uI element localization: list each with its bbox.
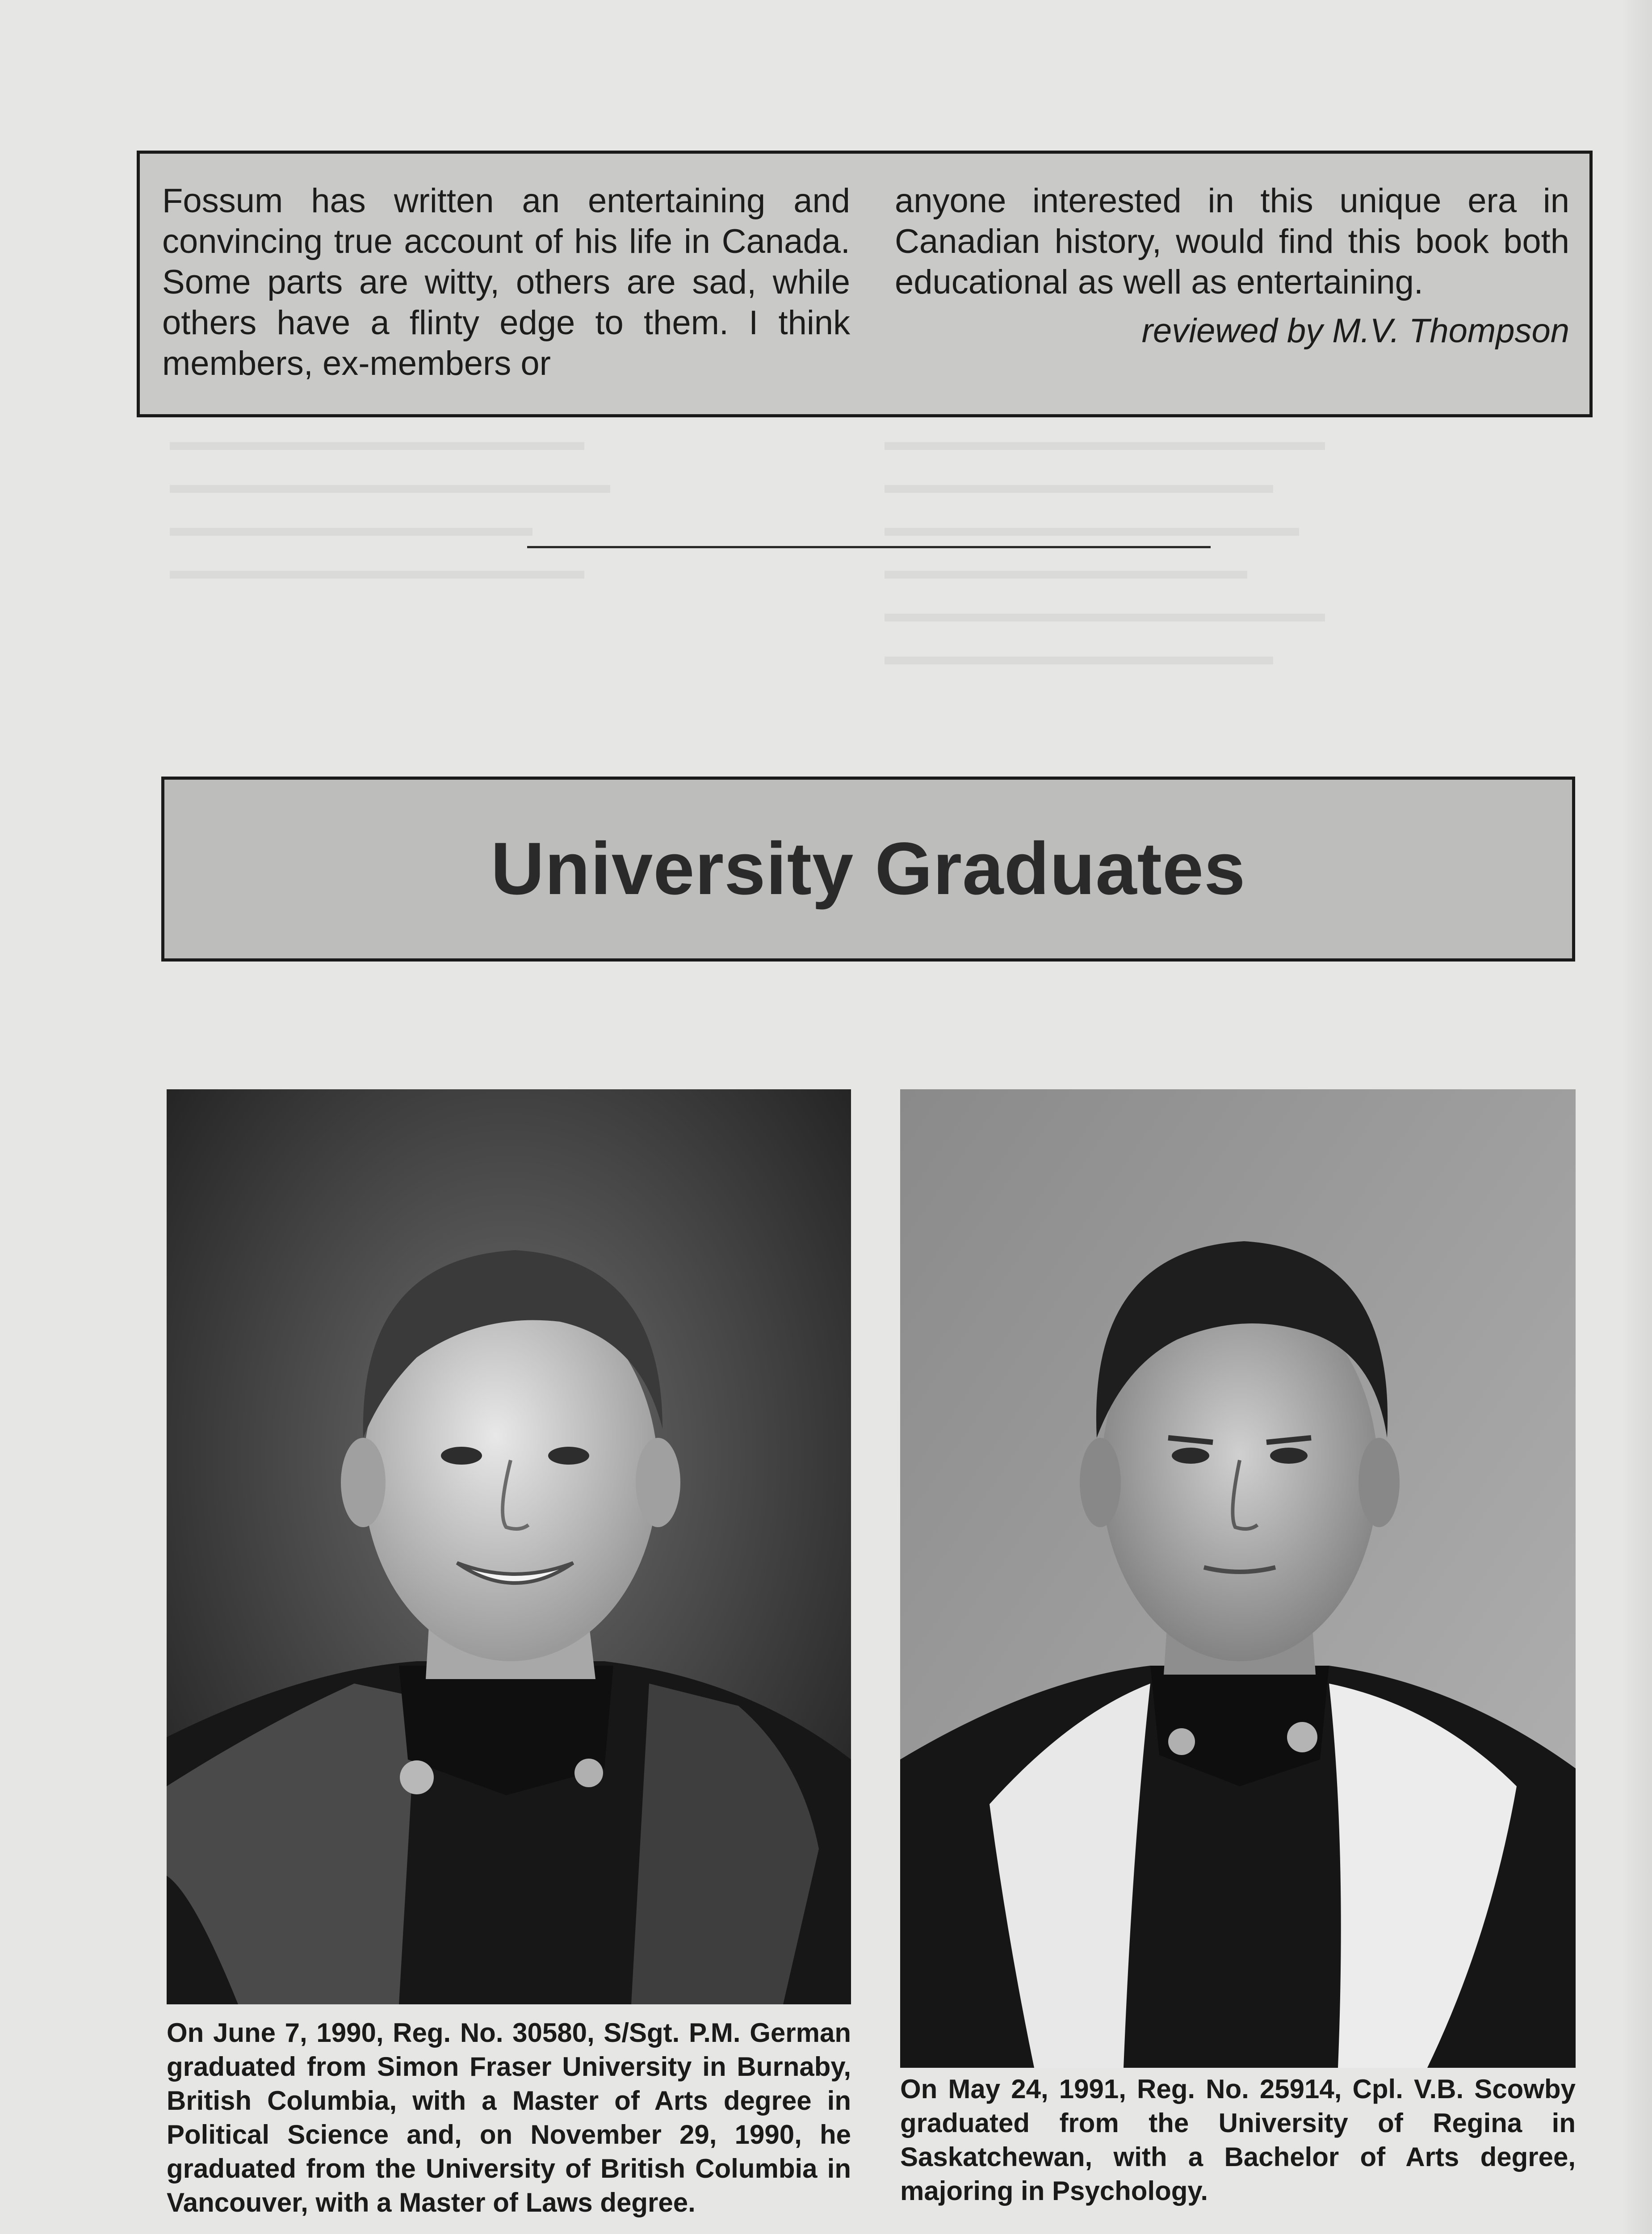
section-title-box: [161, 777, 1575, 962]
graduate-caption-german: On June 7, 1990, Reg. No. 30580, S/Sgt. P.M. German graduated from Simon Fraser University in Burnaby, British Columbia, with a Master of Arts degree in Political Science and, on November 29, 1990, he graduated from the University of British Columbia in Vancouver, with a Master of Laws degree.: [167, 2018, 851, 2217]
graduate-photo-german: [167, 1089, 851, 2004]
review-text-left: Fossum has written an entertaining and convincing true account of his life in Canada. Some parts are witty, others are sad, while others have a flinty edge to them. I think members, ex-members or: [162, 182, 850, 382]
show-through-texture-left: ▬▬▬▬▬▬▬▬▬▬▬▬▬▬▬▬ ▬▬▬▬▬▬▬▬▬▬▬▬▬▬▬▬▬ ▬▬▬▬▬▬▬▬▬▬▬▬▬▬ ▬▬▬▬▬▬▬▬▬▬▬▬▬▬▬▬: [170, 427, 610, 584]
graduate-photo-scowby: [900, 1089, 1576, 2068]
page-edge-shadow: [1621, 0, 1652, 2234]
show-through-texture: ▬▬▬▬▬▬▬▬▬▬▬▬▬▬▬▬▬ ▬▬▬▬▬▬▬▬▬▬▬▬▬▬▬ ▬▬▬▬▬▬▬▬▬▬▬▬▬▬▬▬ ▬▬▬▬▬▬▬▬▬▬▬▬▬▬ ▬▬▬▬▬▬▬▬▬▬▬▬▬▬▬▬▬ ▬▬▬▬▬▬▬▬▬▬▬▬▬▬▬: [885, 427, 1325, 670]
review-box: [137, 151, 1593, 417]
divider-rule-top: [527, 546, 1211, 548]
review-text-right-body: anyone interested in this unique era in Canadian history, would find this book both educational as well as entertaining.: [895, 182, 1569, 301]
graduate-caption-scowby: On May 24, 1991, Reg. No. 25914, Cpl. V.B. Scowby graduated from the University of Regina in Saskatchewan, with a Bachelor of Arts degree, majoring in Psychology.: [900, 2074, 1576, 2206]
section-title: University Graduates: [491, 827, 1246, 910]
review-text-right: [895, 181, 1569, 351]
reviewer-credit: reviewed by M.V. Thompson: [1141, 312, 1569, 350]
